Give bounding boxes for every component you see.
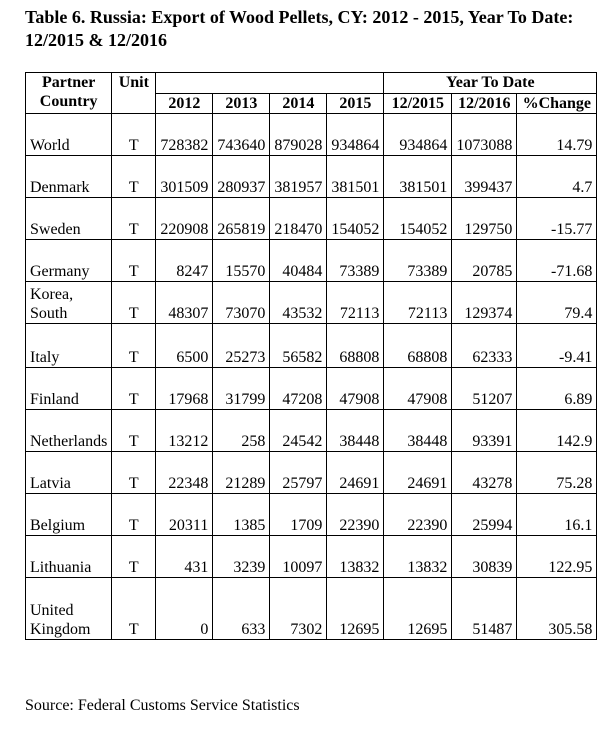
cell-ytd-2015: 38448 bbox=[384, 410, 452, 452]
cell-2014: 56582 bbox=[270, 324, 327, 368]
cell-percent-change: 4.7 bbox=[517, 156, 597, 198]
table-title: Table 6. Russia: Export of Wood Pellets, CY: 2012 - 2015, Year To Date: 12/2015 & 12/2016 bbox=[25, 7, 574, 50]
header-years-blank bbox=[156, 73, 384, 94]
header-2013: 2013 bbox=[213, 94, 270, 114]
cell-ytd-2015: 934864 bbox=[384, 114, 452, 156]
cell-ytd-2015: 24691 bbox=[384, 452, 452, 494]
cell-2014: 1709 bbox=[270, 494, 327, 536]
cell-2012: 431 bbox=[156, 536, 213, 578]
cell-unit: T bbox=[112, 452, 156, 494]
export-table bbox=[25, 72, 597, 640]
cell-2012: 220908 bbox=[156, 198, 213, 240]
header-ytd-2015: 12/2015 bbox=[384, 94, 452, 114]
cell-unit: T bbox=[112, 494, 156, 536]
cell-2015: 13832 bbox=[327, 536, 384, 578]
cell-unit: T bbox=[112, 324, 156, 368]
cell-2012: 6500 bbox=[156, 324, 213, 368]
cell-2015: 73389 bbox=[327, 240, 384, 282]
cell-2012: 8247 bbox=[156, 240, 213, 282]
cell-unit: T bbox=[112, 114, 156, 156]
cell-country: Sweden bbox=[26, 198, 112, 240]
cell-2014: 879028 bbox=[270, 114, 327, 156]
cell-2013: 743640 bbox=[213, 114, 270, 156]
cell-unit: T bbox=[112, 368, 156, 410]
cell-unit: T bbox=[112, 410, 156, 452]
cell-ytd-2016: 25994 bbox=[452, 494, 517, 536]
cell-ytd-2016: 20785 bbox=[452, 240, 517, 282]
cell-2012: 0 bbox=[156, 578, 213, 640]
cell-ytd-2016: 62333 bbox=[452, 324, 517, 368]
cell-unit: T bbox=[112, 282, 156, 324]
table-row bbox=[26, 368, 597, 410]
cell-2013: 280937 bbox=[213, 156, 270, 198]
cell-ytd-2015: 73389 bbox=[384, 240, 452, 282]
cell-country: World bbox=[26, 114, 112, 156]
cell-2014: 40484 bbox=[270, 240, 327, 282]
cell-country: Finland bbox=[26, 368, 112, 410]
table-row bbox=[26, 324, 597, 368]
cell-country: Latvia bbox=[26, 452, 112, 494]
table-row bbox=[26, 282, 597, 324]
cell-2012: 13212 bbox=[156, 410, 213, 452]
cell-2012: 48307 bbox=[156, 282, 213, 324]
table-row bbox=[26, 156, 597, 198]
table-row bbox=[26, 198, 597, 240]
cell-ytd-2015: 47908 bbox=[384, 368, 452, 410]
cell-2015: 154052 bbox=[327, 198, 384, 240]
cell-unit: T bbox=[112, 578, 156, 640]
cell-ytd-2015: 68808 bbox=[384, 324, 452, 368]
cell-2014: 47208 bbox=[270, 368, 327, 410]
cell-2015: 22390 bbox=[327, 494, 384, 536]
cell-2015: 68808 bbox=[327, 324, 384, 368]
header-year-to-date: Year To Date bbox=[384, 73, 597, 94]
header-percent-change: %Change bbox=[517, 94, 597, 114]
cell-2015: 72113 bbox=[327, 282, 384, 324]
header-unit: Unit bbox=[112, 73, 156, 114]
cell-ytd-2016: 93391 bbox=[452, 410, 517, 452]
cell-2013: 15570 bbox=[213, 240, 270, 282]
cell-2014: 25797 bbox=[270, 452, 327, 494]
cell-ytd-2016: 51487 bbox=[452, 578, 517, 640]
header-2015: 2015 bbox=[327, 94, 384, 114]
cell-country: Denmark bbox=[26, 156, 112, 198]
cell-percent-change: 16.1 bbox=[517, 494, 597, 536]
cell-2013: 25273 bbox=[213, 324, 270, 368]
header-2012: 2012 bbox=[156, 94, 213, 114]
source-note: Source: Federal Customs Service Statistics bbox=[25, 697, 300, 714]
cell-percent-change: 6.89 bbox=[517, 368, 597, 410]
cell-2013: 1385 bbox=[213, 494, 270, 536]
cell-ytd-2015: 12695 bbox=[384, 578, 452, 640]
cell-2015: 24691 bbox=[327, 452, 384, 494]
cell-2013: 3239 bbox=[213, 536, 270, 578]
cell-ytd-2016: 1073088 bbox=[452, 114, 517, 156]
cell-2013: 258 bbox=[213, 410, 270, 452]
cell-2015: 12695 bbox=[327, 578, 384, 640]
cell-2012: 20311 bbox=[156, 494, 213, 536]
cell-2014: 43532 bbox=[270, 282, 327, 324]
cell-percent-change: 122.95 bbox=[517, 536, 597, 578]
cell-percent-change: -9.41 bbox=[517, 324, 597, 368]
cell-percent-change: 14.79 bbox=[517, 114, 597, 156]
cell-2014: 7302 bbox=[270, 578, 327, 640]
cell-ytd-2016: 51207 bbox=[452, 368, 517, 410]
cell-ytd-2015: 154052 bbox=[384, 198, 452, 240]
cell-ytd-2016: 129374 bbox=[452, 282, 517, 324]
cell-2014: 24542 bbox=[270, 410, 327, 452]
cell-percent-change: 79.4 bbox=[517, 282, 597, 324]
table-row bbox=[26, 114, 597, 156]
table-row bbox=[26, 578, 597, 640]
cell-country: Netherlands bbox=[26, 410, 112, 452]
cell-ytd-2016: 399437 bbox=[452, 156, 517, 198]
cell-2014: 381957 bbox=[270, 156, 327, 198]
cell-percent-change: 305.58 bbox=[517, 578, 597, 640]
cell-2015: 934864 bbox=[327, 114, 384, 156]
cell-2013: 73070 bbox=[213, 282, 270, 324]
cell-ytd-2015: 13832 bbox=[384, 536, 452, 578]
cell-ytd-2016: 129750 bbox=[452, 198, 517, 240]
cell-2012: 17968 bbox=[156, 368, 213, 410]
cell-ytd-2016: 30839 bbox=[452, 536, 517, 578]
cell-country: Italy bbox=[26, 324, 112, 368]
table-row bbox=[26, 240, 597, 282]
header-ytd-2016: 12/2016 bbox=[452, 94, 517, 114]
cell-ytd-2015: 381501 bbox=[384, 156, 452, 198]
cell-country: Belgium bbox=[26, 494, 112, 536]
cell-2013: 633 bbox=[213, 578, 270, 640]
cell-unit: T bbox=[112, 240, 156, 282]
cell-2013: 21289 bbox=[213, 452, 270, 494]
header-partner-country: Partner Country bbox=[26, 73, 112, 114]
cell-unit: T bbox=[112, 198, 156, 240]
cell-2013: 265819 bbox=[213, 198, 270, 240]
cell-ytd-2016: 43278 bbox=[452, 452, 517, 494]
cell-2013: 31799 bbox=[213, 368, 270, 410]
cell-2015: 38448 bbox=[327, 410, 384, 452]
cell-country: Germany bbox=[26, 240, 112, 282]
cell-2012: 728382 bbox=[156, 114, 213, 156]
header-2014: 2014 bbox=[270, 94, 327, 114]
table-row bbox=[26, 452, 597, 494]
cell-2012: 22348 bbox=[156, 452, 213, 494]
cell-country: United Kingdom bbox=[26, 578, 112, 640]
cell-2012: 301509 bbox=[156, 156, 213, 198]
cell-2015: 47908 bbox=[327, 368, 384, 410]
table-row bbox=[26, 536, 597, 578]
table-row bbox=[26, 494, 597, 536]
cell-percent-change: -71.68 bbox=[517, 240, 597, 282]
cell-unit: T bbox=[112, 156, 156, 198]
cell-2014: 10097 bbox=[270, 536, 327, 578]
cell-ytd-2015: 22390 bbox=[384, 494, 452, 536]
cell-percent-change: 75.28 bbox=[517, 452, 597, 494]
cell-ytd-2015: 72113 bbox=[384, 282, 452, 324]
cell-country: Lithuania bbox=[26, 536, 112, 578]
cell-percent-change: 142.9 bbox=[517, 410, 597, 452]
cell-2015: 381501 bbox=[327, 156, 384, 198]
table-row bbox=[26, 410, 597, 452]
cell-2014: 218470 bbox=[270, 198, 327, 240]
cell-country: Korea, South bbox=[26, 282, 112, 324]
cell-percent-change: -15.77 bbox=[517, 198, 597, 240]
cell-unit: T bbox=[112, 536, 156, 578]
